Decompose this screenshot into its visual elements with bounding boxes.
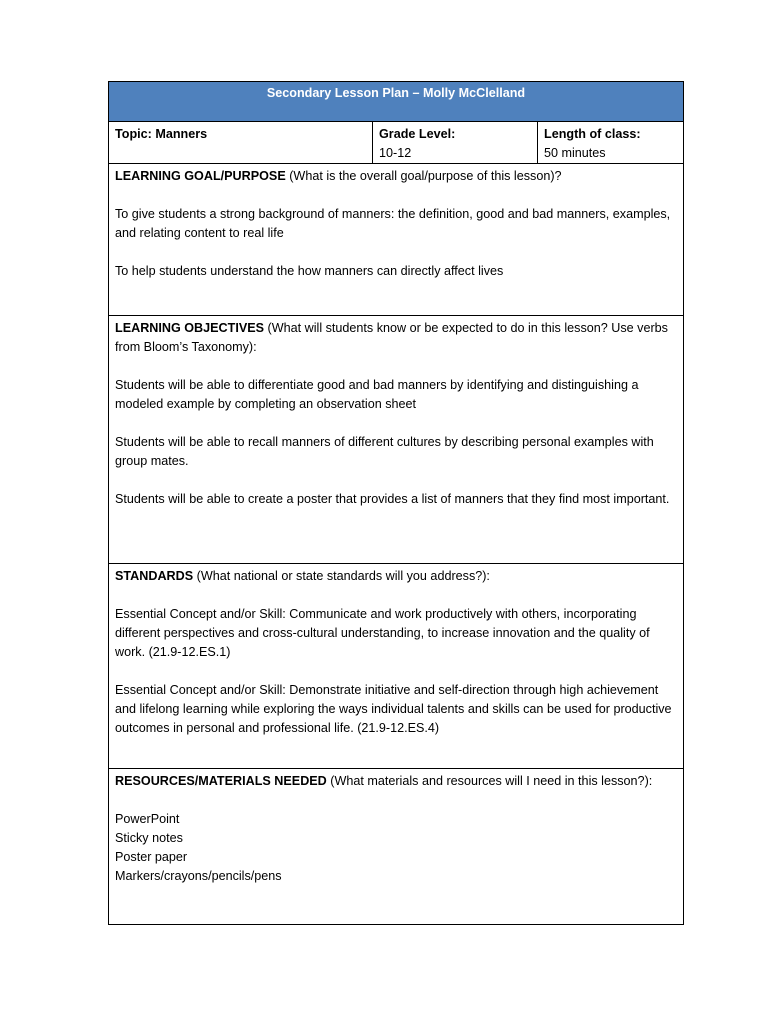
resources-heading: RESOURCES/MATERIALS NEEDED bbox=[115, 774, 327, 788]
resources-section bbox=[109, 768, 683, 924]
learning-goal-paragraph: To give students a strong background of manners: the definition, good and bad manners, examples, and relating content to real life bbox=[115, 207, 671, 240]
grade-level-label: Grade Level: bbox=[379, 127, 456, 141]
lesson-plan-title: Secondary Lesson Plan – Molly McClelland bbox=[266, 86, 526, 100]
class-length-cell bbox=[537, 122, 683, 163]
learning-goal-section bbox=[109, 163, 683, 315]
resources-prompt: (What materials and resources will I need in this lesson?): bbox=[326, 774, 653, 788]
grade-level-cell bbox=[372, 122, 537, 163]
resource-item: Sticky notes bbox=[115, 831, 183, 845]
lesson-plan-title-bar bbox=[109, 81, 683, 121]
resource-item: Poster paper bbox=[115, 850, 188, 864]
learning-goal-paragraph: To help students understand the how manners can directly affect lives bbox=[115, 264, 504, 278]
standards-section bbox=[109, 563, 683, 768]
lesson-plan-table bbox=[108, 81, 684, 925]
learning-goal-prompt: (What is the overall goal/purpose of this lesson)? bbox=[285, 169, 562, 183]
learning-objective-item: Students will be able to recall manners of different cultures by describing personal examples with group mates. bbox=[115, 435, 654, 468]
standard-item: Essential Concept and/or Skill: Communicate and work productively with others, incorporating different perspectives and cross-cultural understanding, to increase innovation and the quality of work. (21.9-12.ES.1) bbox=[115, 607, 650, 659]
learning-goal-heading-line bbox=[115, 167, 677, 186]
topic-cell bbox=[109, 122, 372, 163]
learning-objectives-heading-line bbox=[115, 319, 677, 357]
class-length-value: 50 minutes bbox=[544, 146, 606, 160]
lesson-meta-row bbox=[109, 121, 683, 163]
class-length-label: Length of class: bbox=[544, 127, 641, 141]
resource-item: Markers/crayons/pencils/pens bbox=[115, 869, 282, 883]
standards-heading-line bbox=[115, 567, 677, 586]
resource-item: PowerPoint bbox=[115, 812, 180, 826]
learning-objectives-section bbox=[109, 315, 683, 563]
standard-item: Essential Concept and/or Skill: Demonstrate initiative and self-direction through high achievement and lifelong learning while exploring the ways individual talents and skills can be used for productive outcomes in personal and professional life. (21.9-12.ES.4) bbox=[115, 683, 672, 735]
resources-heading-line bbox=[115, 772, 677, 791]
resources-list bbox=[115, 810, 677, 886]
grade-level-value: 10-12 bbox=[379, 146, 412, 160]
learning-objective-item: Students will be able to differentiate good and bad manners by identifying and distinguishing a modeled example by completing an observation sheet bbox=[115, 378, 639, 411]
topic-label: Topic: Manners bbox=[115, 127, 208, 141]
learning-goal-heading: LEARNING GOAL/PURPOSE bbox=[115, 169, 286, 183]
standards-prompt: (What national or state standards will you address?): bbox=[193, 569, 490, 583]
learning-objectives-heading: LEARNING OBJECTIVES bbox=[115, 321, 265, 335]
standards-heading: STANDARDS bbox=[115, 569, 194, 583]
learning-objectives-prompt: (What will students know or be expected to do in this lesson? Use verbs from Bloom’s Taxonomy): bbox=[115, 321, 668, 354]
learning-objective-item: Students will be able to create a poster that provides a list of manners that they find most important. bbox=[115, 492, 670, 506]
